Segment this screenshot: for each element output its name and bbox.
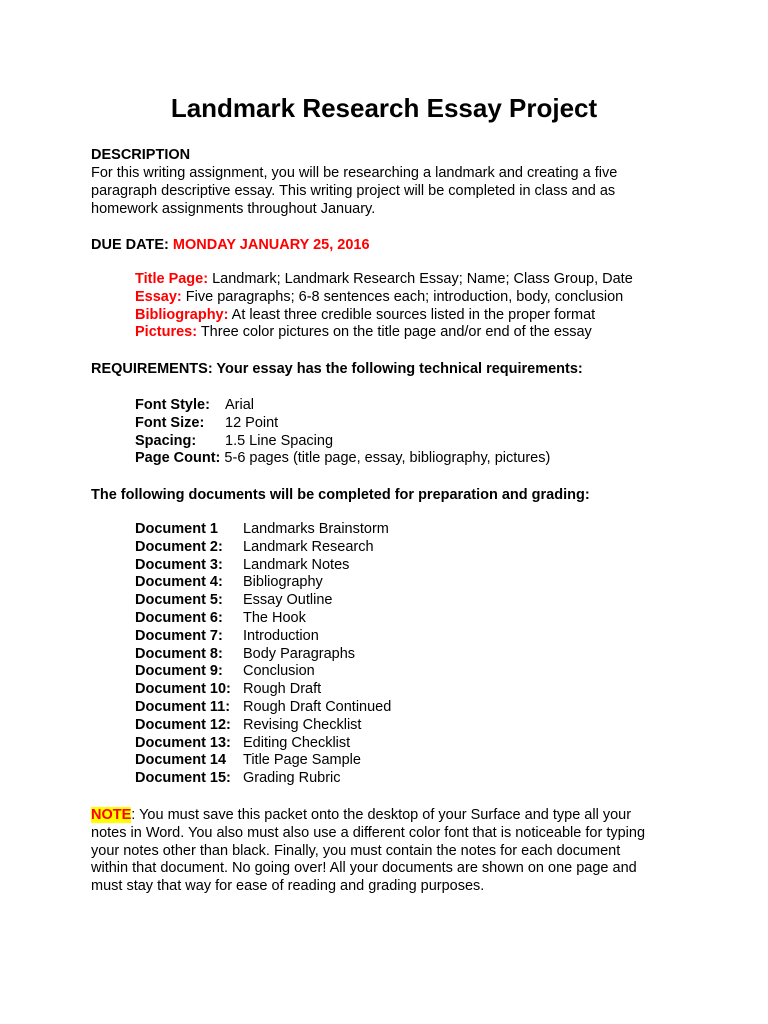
document-value: Body Paragraphs [243, 645, 356, 662]
description-line: paragraph descriptive essay. This writing project will be completed in class and as [91, 183, 616, 199]
document-value: Landmarks Brainstorm [243, 521, 389, 537]
document-label: Document 11: [135, 698, 231, 715]
requirement-item [135, 433, 735, 451]
component-text: Five paragraphs; 6-8 sentences each; introduction, body, conclusion [181, 288, 624, 305]
component-text: Landmark; Landmark Research Essay; Name; Class Group, Date [208, 271, 633, 287]
due-date-value: MONDAY JANUARY 25, 2016 [172, 237, 370, 253]
component-item [135, 324, 735, 342]
document-value: Bibliography [243, 574, 323, 591]
document-item [135, 557, 735, 575]
requirements-heading: REQUIREMENTS: Your essay has the following technical requirements: [91, 361, 583, 377]
component-item [135, 271, 735, 289]
requirement-value: 12 Point [225, 414, 279, 431]
component-text: At least three credible sources listed in the proper format [228, 306, 596, 323]
document-item [135, 663, 735, 681]
component-label: Bibliography: [135, 306, 229, 323]
description-heading: DESCRIPTION [91, 147, 191, 163]
document-label: Document 8: [135, 645, 223, 662]
component-label: Title Page: [135, 271, 209, 287]
requirement-label: Font Size: [135, 414, 205, 431]
document-item [135, 592, 735, 610]
requirements-list [135, 397, 735, 468]
component-text: Three color pictures on the title page and/or end of the essay [197, 324, 592, 341]
requirement-value: Arial [225, 397, 255, 413]
document-label: Document 9: [135, 663, 223, 680]
document-value: Editing Checklist [243, 734, 351, 751]
document-item [135, 770, 735, 788]
component-item [135, 307, 735, 325]
requirement-label: Page Count: [135, 450, 221, 467]
due-date-line [91, 236, 691, 254]
note-line: must stay that way for ease of reading and grading purposes. [91, 878, 485, 895]
components-list [135, 271, 735, 342]
document-value: Grading Rubric [243, 770, 341, 787]
document-item [135, 717, 735, 735]
note-line [91, 807, 711, 825]
note-line: within that document. No going over! All your documents are shown on one page and [91, 860, 637, 877]
document-label: Document 7: [135, 627, 223, 644]
document-item [135, 699, 735, 717]
document-value: Revising Checklist [243, 716, 362, 733]
component-item [135, 289, 735, 307]
document-label: Document 12: [135, 716, 231, 733]
document-value: Essay Outline [243, 592, 333, 609]
document-label: Document 14 [135, 752, 227, 769]
documents-heading: The following documents will be completed for preparation and grading: [91, 487, 590, 503]
note-section [91, 807, 711, 896]
document-value: Introduction [243, 627, 319, 644]
document-item [135, 521, 735, 539]
documents-list [135, 521, 735, 788]
requirement-item [135, 450, 735, 468]
requirement-label: Spacing: [135, 432, 197, 449]
document-label: Document 1 [135, 521, 218, 537]
document-label: Document 6: [135, 609, 223, 626]
requirement-value: 1.5 Line Spacing [225, 432, 334, 449]
document-item [135, 574, 735, 592]
component-label: Pictures: [135, 324, 198, 341]
document-label: Document 5: [135, 592, 223, 609]
document-label: Document 13: [135, 734, 231, 751]
document-value: Landmark Research [243, 538, 374, 555]
note-line: notes in Word. You also must also use a different color font that is noticeable for typing [91, 824, 646, 841]
note-label: NOTE [91, 807, 132, 823]
description-line: For this writing assignment, you will be researching a landmark and creating a five [91, 165, 618, 181]
document-label: Document 4: [135, 574, 223, 591]
document-label: Document 10: [135, 681, 231, 698]
component-label: Essay: [135, 288, 182, 305]
document-value: The Hook [243, 609, 306, 626]
note-line: your notes other than black. Finally, you must contain the notes for each document [91, 842, 621, 859]
document-label: Document 15: [135, 770, 231, 787]
document-value: Rough Draft Continued [243, 698, 392, 715]
requirement-item [135, 415, 735, 433]
requirement-value: 5-6 pages (title page, essay, bibliography, pictures) [224, 450, 551, 467]
document-item [135, 735, 735, 753]
document-item [135, 539, 735, 557]
requirement-label: Font Style: [135, 397, 210, 413]
document-label: Document 2: [135, 538, 223, 555]
note-text: : You must save this packet onto the desktop of your Surface and type all your [131, 807, 632, 823]
document-value: Title Page Sample [243, 752, 361, 769]
document-item [135, 681, 735, 699]
document-value: Landmark Notes [243, 556, 350, 573]
document-value: Rough Draft [243, 681, 322, 698]
document-item [135, 628, 735, 646]
due-date-label: DUE DATE: [91, 237, 173, 253]
document-label: Document 3: [135, 556, 223, 573]
document-item [135, 610, 735, 628]
document-item [135, 752, 735, 770]
document-value: Conclusion [243, 663, 315, 680]
page-title: Landmark Research Essay Project [170, 93, 598, 123]
description-line: homework assignments throughout January. [91, 201, 376, 217]
requirement-item [135, 397, 735, 415]
document-item [135, 646, 735, 664]
description-section [91, 146, 691, 218]
